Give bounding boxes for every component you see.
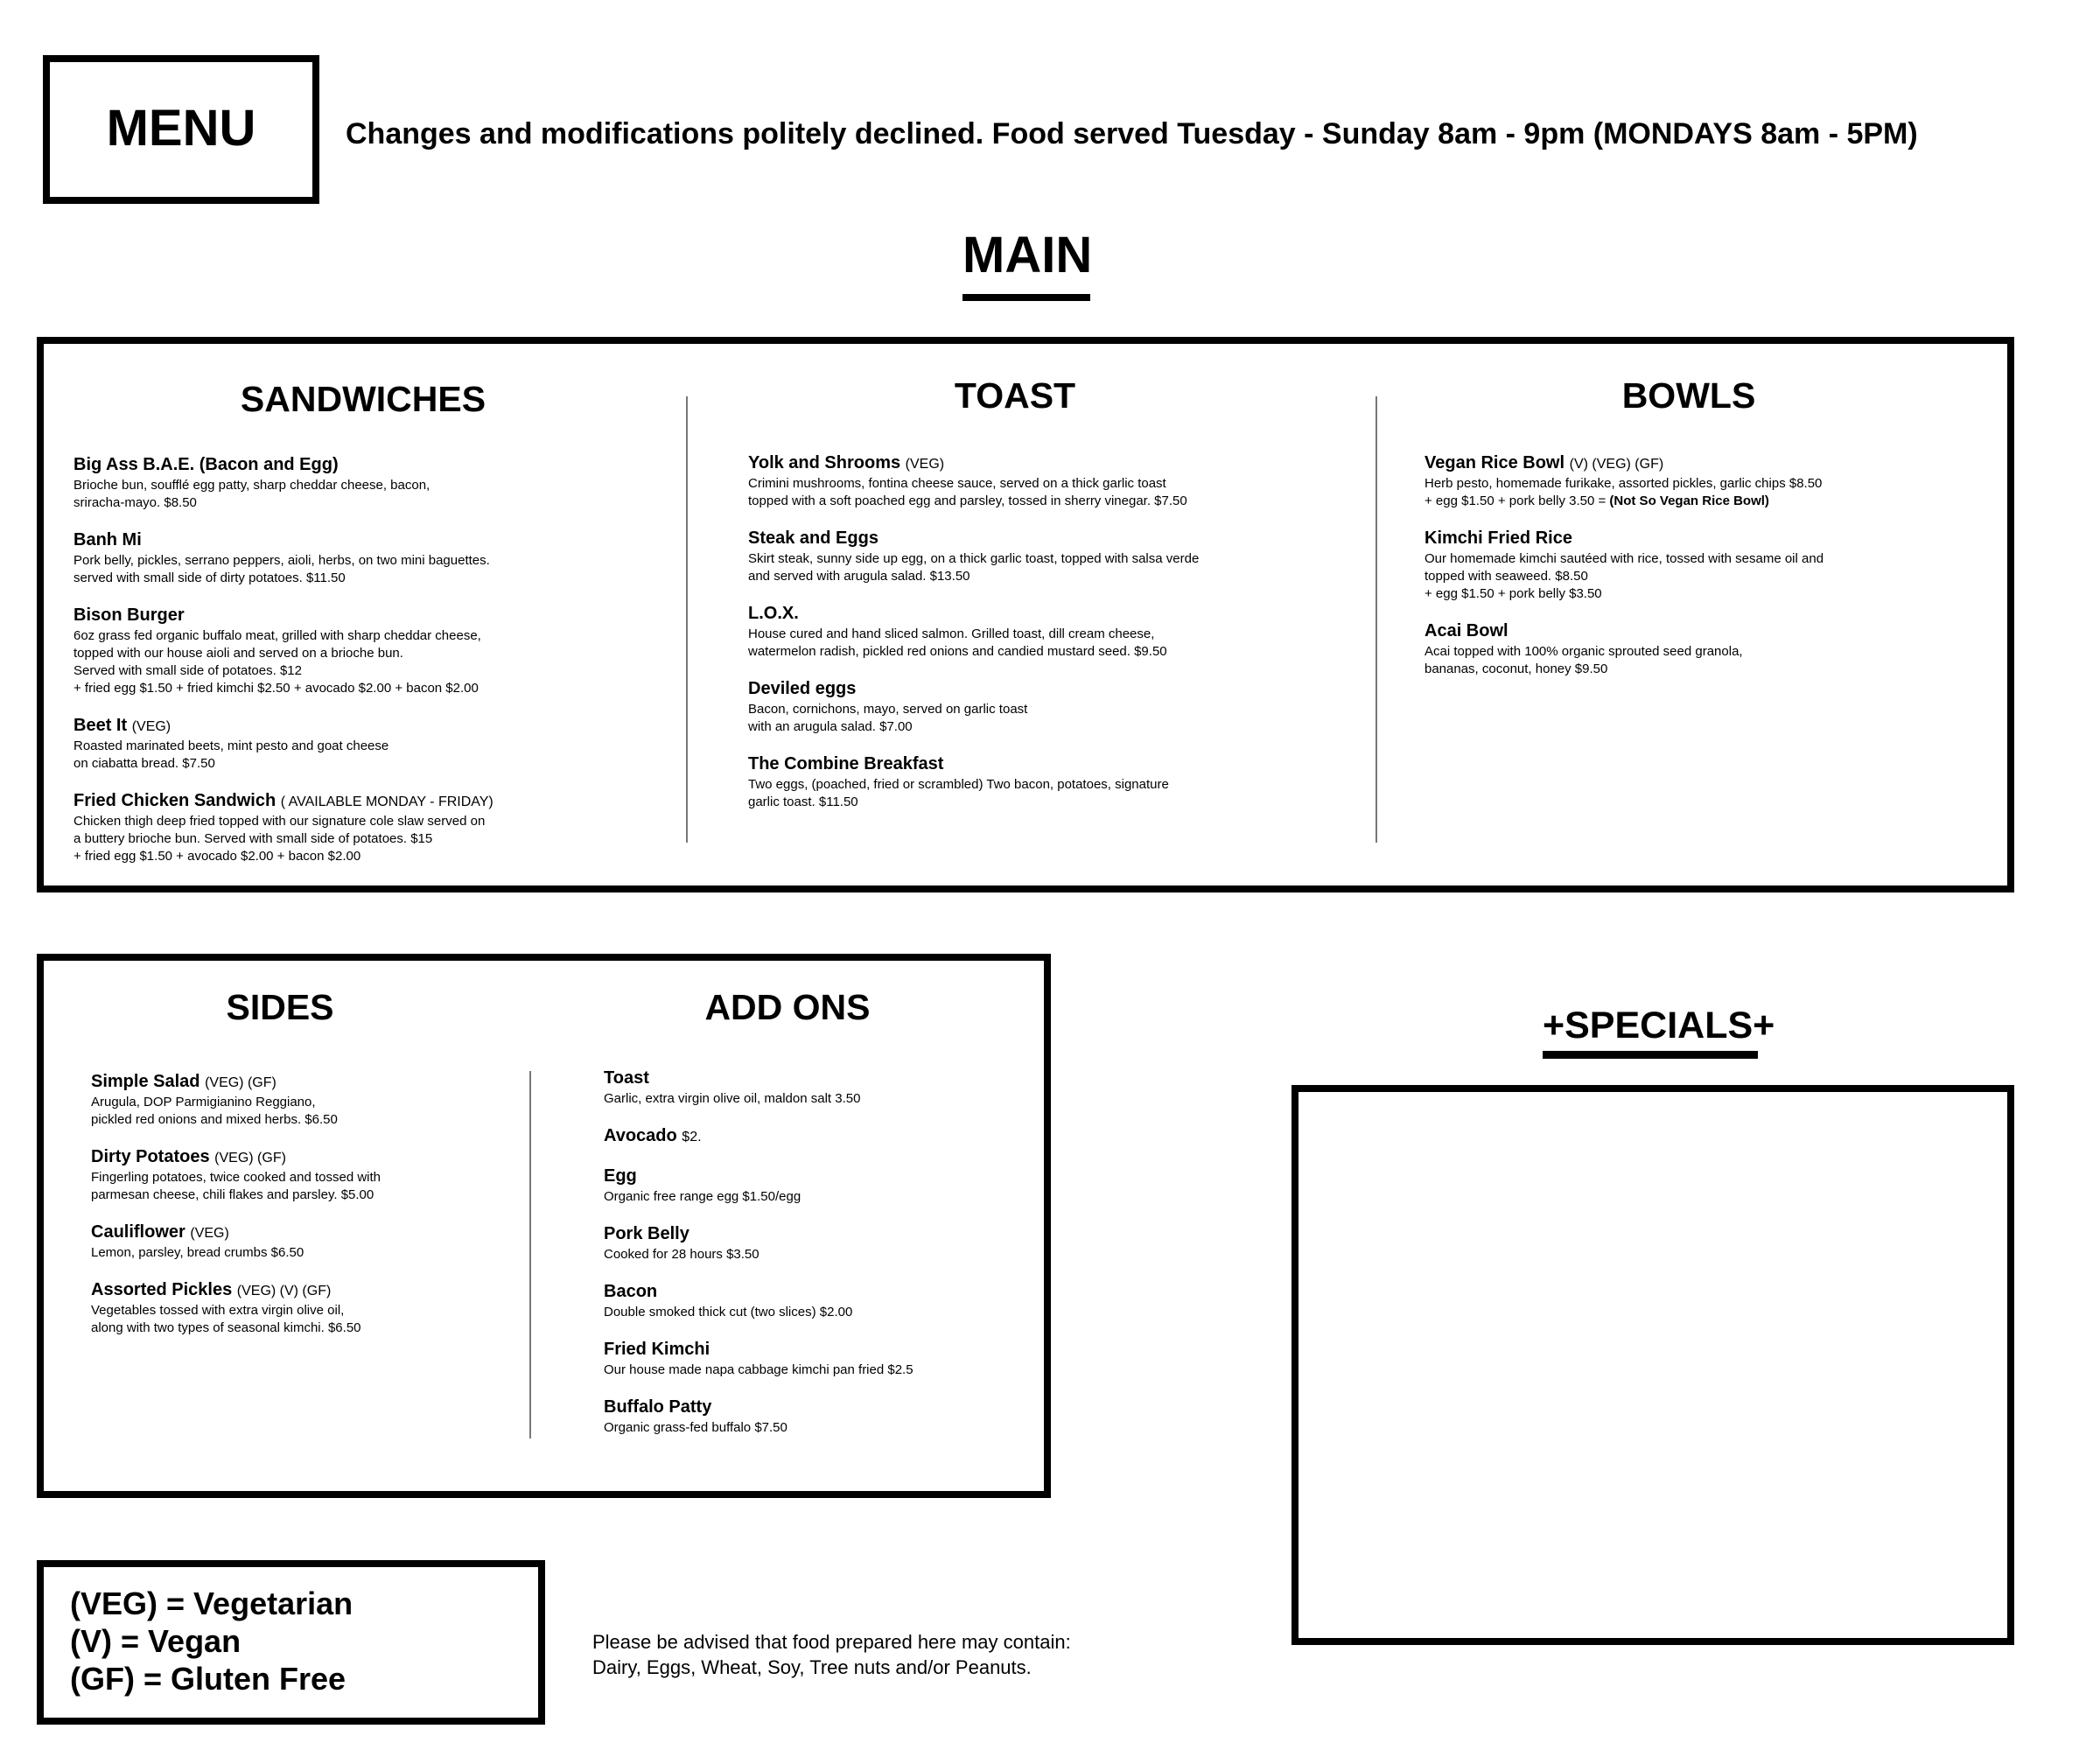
legend-gluten-free: (GF) = Gluten Free — [70, 1661, 346, 1697]
menu-item-description — [1424, 475, 2002, 510]
menu-item — [604, 1166, 1024, 1206]
menu-item-name: Deviled eggs — [748, 679, 857, 698]
menu-item-extra-note: (Not So Vegan Rice Bowl) — [1609, 494, 1769, 508]
menu-item — [1424, 452, 2002, 510]
menu-item-description — [604, 1419, 1024, 1437]
menu-item-description — [1424, 550, 2002, 603]
legend-vegetarian: (VEG) = Vegetarian — [70, 1586, 354, 1621]
menu-item-title-line — [74, 715, 651, 738]
menu-item-description-text: Double smoked thick cut (two slices) $2.00 — [604, 1305, 853, 1320]
menu-item-name: Simple Salad — [91, 1072, 200, 1091]
menu-item-description-text: 6oz grass fed organic buffalo meat, grilled with sharp cheddar cheese, topped with our house aioli and served on a brioche bun. Served with small side of potatoes. $12 + fried egg $1.50 + fried kimchi $2.50 + avocado $2.00 + bacon $2.00 — [74, 628, 481, 696]
menu-item-description — [604, 1362, 1024, 1379]
bowls-list — [1424, 452, 2002, 696]
menu-item — [1424, 528, 2002, 603]
menu-item-description-text: Bacon, cornichons, mayo, served on garlic toast with an arugula salad. $7.00 — [748, 702, 1028, 734]
menu-item — [748, 753, 1361, 811]
menu-item-description — [74, 738, 651, 773]
menu-item-name: Vegan Rice Bowl — [1424, 453, 1565, 472]
menu-item-title-line — [91, 1279, 502, 1302]
menu-item-name: Banh Mi — [74, 530, 142, 550]
menu-item-name: Egg — [604, 1166, 637, 1186]
menu-item-description — [748, 475, 1361, 510]
menu-item-description-text: Arugula, DOP Parmigianino Reggiano, pickled red onions and mixed herbs. $6.50 — [91, 1095, 338, 1127]
menu-item-title-line — [748, 528, 1361, 550]
menu-item-description — [748, 550, 1361, 585]
menu-item-tag: (VEG) (V) (GF) — [236, 1284, 332, 1298]
hours-notice: Changes and modifications politely declined. Food served Tuesday - Sunday 8am - 9pm (MONDAYS 8am - 5PM) — [346, 117, 1918, 150]
menu-item-tag: (VEG) — [190, 1226, 229, 1241]
sandwiches-list — [74, 454, 651, 883]
menu-item-title-line — [1424, 528, 2002, 550]
menu-item-description — [91, 1169, 502, 1204]
menu-item-description-text: Brioche bun, soufflé egg patty, sharp cheddar cheese, bacon, sriracha-mayo. $8.50 — [74, 478, 430, 510]
menu-item-name: Buffalo Patty — [604, 1397, 712, 1417]
menu-item-description-text: Our house made napa cabbage kimchi pan fried $2.5 — [604, 1362, 914, 1377]
menu-item — [748, 678, 1361, 736]
menu-item — [91, 1222, 502, 1262]
sandwiches-title: SANDWICHES — [240, 379, 486, 419]
menu-item — [74, 454, 651, 512]
menu-item-description — [1424, 643, 2002, 678]
menu-item-description-text: Organic grass-fed buffalo $7.50 — [604, 1420, 788, 1435]
menu-item-name: Steak and Eggs — [748, 528, 878, 548]
menu-item-name: Avocado — [604, 1126, 677, 1145]
menu-item-description — [74, 627, 651, 697]
menu-item-title-line — [748, 452, 1361, 475]
menu-item-description-text: Garlic, extra virgin olive oil, maldon salt 3.50 — [604, 1091, 861, 1106]
menu-item-title-line — [74, 529, 651, 552]
menu-item-name: Assorted Pickles — [91, 1280, 233, 1299]
menu-item — [1424, 620, 2002, 678]
allergy-line: Dairy, Eggs, Wheat, Soy, Tree nuts and/or Peanuts. — [592, 1656, 1032, 1678]
dietary-legend-box — [37, 1560, 545, 1725]
menu-item-description — [91, 1094, 502, 1129]
menu-item-description-text: Lemon, parsley, bread crumbs $6.50 — [91, 1245, 304, 1260]
allergy-line: Please be advised that food prepared here may contain: — [592, 1631, 1071, 1653]
menu-item — [604, 1125, 1024, 1148]
toast-title: TOAST — [954, 375, 1076, 416]
main-heading-underline — [962, 294, 1090, 301]
sides-addons-box — [37, 954, 1051, 1498]
menu-item-description — [91, 1244, 502, 1262]
menu-item-title-line — [74, 454, 651, 477]
menu-item-title-line — [604, 1068, 1024, 1090]
menu-item-tag: (V) (VEG) (GF) — [1569, 457, 1664, 472]
menu-item-tag: (VEG) — [131, 719, 172, 734]
menu-item-title-line — [91, 1071, 502, 1094]
menu-item-title-line — [604, 1396, 1024, 1419]
menu-item-name: Cauliflower — [91, 1222, 186, 1242]
menu-item-description — [74, 552, 651, 587]
toast-list — [748, 452, 1361, 829]
allergy-notice — [592, 1629, 1071, 1680]
column-divider — [686, 396, 688, 843]
menu-item-description — [604, 1304, 1024, 1321]
menu-item-description-text: Organic free range egg $1.50/egg — [604, 1189, 802, 1204]
menu-item-title-line — [91, 1222, 502, 1244]
menu-item-description-text: Vegetables tossed with extra virgin olive oil, along with two types of seasonal kimchi. $6.50 — [91, 1303, 361, 1335]
menu-item-description-text: Our homemade kimchi sautéed with rice, tossed with sesame oil and topped with seaweed. $8.50 + egg $1.50 + pork belly $3.50 — [1424, 551, 1824, 601]
menu-item-description — [604, 1246, 1024, 1264]
menu-item-title-line — [74, 605, 651, 627]
menu-item-description-text: Crimini mushrooms, fontina cheese sauce, served on a thick garlic toast topped with a soft poached egg and parsley, tossed in sherry vinegar. $7.50 — [748, 476, 1187, 508]
menu-item-name: Pork Belly — [604, 1224, 690, 1243]
menu-item-tag: ( AVAILABLE MONDAY - FRIDAY) — [280, 794, 494, 809]
menu-item-title-line — [1424, 620, 2002, 643]
menu-item-name: Bacon — [604, 1282, 658, 1301]
menu-item-title-line — [1424, 452, 2002, 475]
menu-item-name: Fried Chicken Sandwich — [74, 791, 276, 810]
menu-item — [604, 1223, 1024, 1264]
menu-item-title-line — [604, 1223, 1024, 1246]
menu-item-name: Big Ass B.A.E. (Bacon and Egg) — [74, 455, 339, 474]
menu-item — [74, 605, 651, 697]
menu-item-description — [74, 477, 651, 512]
menu-item — [748, 528, 1361, 585]
addons-title: ADD ONS — [704, 987, 871, 1027]
menu-item-title-line — [74, 790, 651, 813]
main-heading: MAIN — [962, 227, 1093, 284]
menu-label-box — [43, 55, 319, 204]
menu-item — [91, 1071, 502, 1129]
menu-item-name: Bison Burger — [74, 606, 185, 625]
menu-item-description — [748, 776, 1361, 811]
sides-title: SIDES — [226, 987, 334, 1027]
legend-vegan: (V) = Vegan — [70, 1623, 242, 1659]
menu-item-description-text: Acai topped with 100% organic sprouted seed granola, bananas, coconut, honey $9.50 — [1424, 644, 1743, 676]
menu-item-description — [74, 813, 651, 865]
menu-item-name: The Combine Breakfast — [748, 754, 944, 774]
menu-item-tag: (VEG) (GF) — [205, 1075, 276, 1090]
menu-item — [604, 1339, 1024, 1379]
menu-item — [74, 715, 651, 773]
menu-item-description-text: Chicken thigh deep fried topped with our signature cole slaw served on a buttery brioche bun. Served with small side of potatoes. $15 + fried egg $1.50 + avocado $2.00 + bacon $2.00 — [74, 814, 486, 864]
menu-item-title-line — [604, 1281, 1024, 1304]
column-divider — [529, 1071, 531, 1438]
menu-item-title-line — [91, 1146, 502, 1169]
menu-item — [91, 1146, 502, 1204]
menu-item-description — [748, 626, 1361, 661]
sides-list — [91, 1071, 502, 1354]
menu-item-description-text: Herb pesto, homemade furikake, assorted pickles, garlic chips $8.50 + egg $1.50 + pork belly 3.50 = — [1424, 476, 1823, 508]
menu-item — [604, 1281, 1024, 1321]
menu-item-description-text: Fingerling potatoes, twice cooked and tossed with parmesan cheese, chili flakes and parsley. $5.00 — [91, 1170, 382, 1202]
menu-item-name: Acai Bowl — [1424, 621, 1508, 640]
menu-item — [748, 603, 1361, 661]
menu-item-name: Toast — [604, 1068, 649, 1088]
menu-item-name: Dirty Potatoes — [91, 1147, 210, 1166]
specials-heading: +SPECIALS+ — [1543, 1004, 1775, 1046]
menu-item-description-text: Roasted marinated beets, mint pesto and goat cheese on ciabatta bread. $7.50 — [74, 738, 389, 771]
menu-item-description-text: Pork belly, pickles, serrano peppers, aioli, herbs, on two mini baguettes. served with small side of dirty potatoes. $11.50 — [74, 553, 490, 585]
specials-box — [1292, 1085, 2014, 1645]
menu-item-description-text: Skirt steak, sunny side up egg, on a thick garlic toast, topped with salsa verde and served with arugula salad. $13.50 — [748, 551, 1200, 584]
menu-item-name: Yolk and Shrooms — [748, 453, 901, 472]
menu-item — [91, 1279, 502, 1337]
specials-heading-underline — [1543, 1051, 1758, 1059]
menu-label: MENU — [106, 100, 256, 157]
menu-item — [74, 529, 651, 587]
menu-item-description-text: House cured and hand sliced salmon. Grilled toast, dill cream cheese, watermelon radish, pickled red onions and candied mustard seed. $9.50 — [748, 626, 1167, 659]
menu-item-description — [748, 701, 1361, 736]
menu-item-description — [604, 1090, 1024, 1108]
menu-item-title-line — [748, 603, 1361, 626]
menu-item-title-line — [604, 1166, 1024, 1188]
main-menu-box — [37, 337, 2014, 892]
menu-item-name: Kimchi Fried Rice — [1424, 528, 1572, 548]
menu-item-description — [604, 1188, 1024, 1206]
menu-item-description — [91, 1302, 502, 1337]
menu-item-tag: $2. — [682, 1130, 702, 1144]
menu-item-title-line — [748, 753, 1361, 776]
menu-item-title-line — [604, 1339, 1024, 1362]
menu-item — [74, 790, 651, 865]
menu-item-description-text: Cooked for 28 hours $3.50 — [604, 1247, 760, 1262]
bowls-title: BOWLS — [1621, 375, 1756, 416]
menu-item-title-line — [748, 678, 1361, 701]
menu-item-name: L.O.X. — [748, 604, 799, 623]
column-divider — [1376, 396, 1377, 843]
menu-item-tag: (VEG) — [905, 457, 945, 472]
menu-item-tag: (VEG) (GF) — [214, 1151, 286, 1166]
menu-item-description-text: Two eggs, (poached, fried or scrambled) Two bacon, potatoes, signature garlic toast. $11.50 — [748, 777, 1169, 809]
menu-item-name: Beet It — [74, 716, 128, 735]
menu-item — [748, 452, 1361, 510]
menu-item — [604, 1068, 1024, 1108]
menu-item-name: Fried Kimchi — [604, 1340, 710, 1359]
menu-item — [604, 1396, 1024, 1437]
menu-item-title-line — [604, 1125, 1024, 1148]
addons-list — [604, 1068, 1024, 1454]
